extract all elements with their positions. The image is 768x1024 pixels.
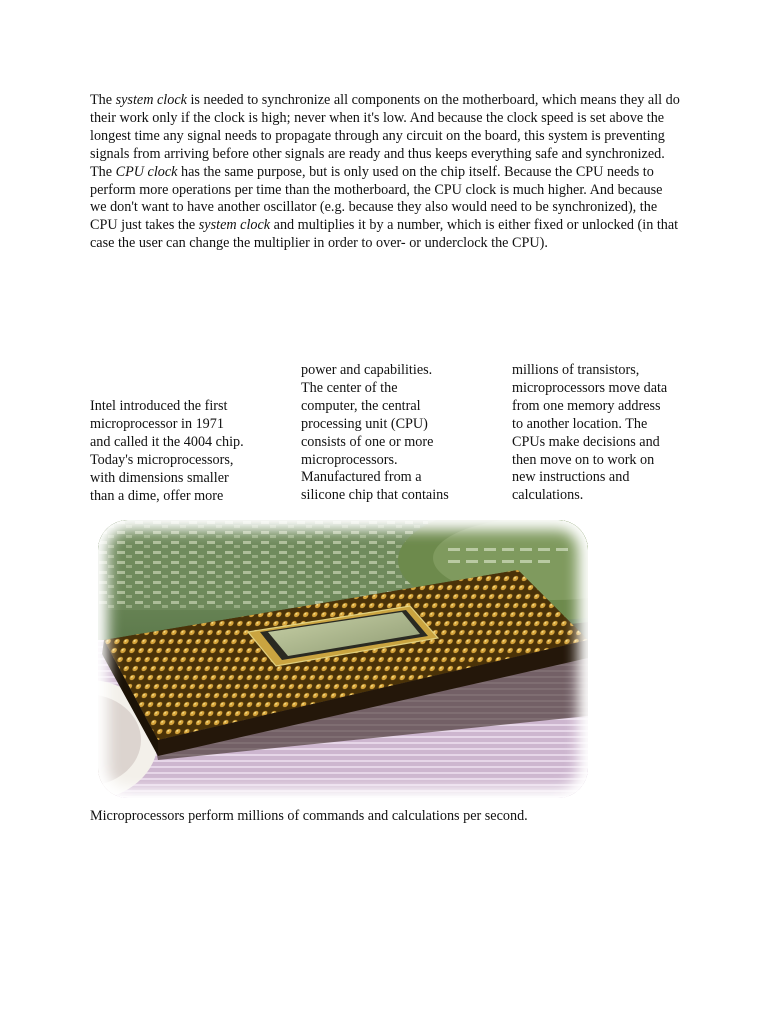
column-line: calculations. [512, 487, 584, 504]
intro-text-4: and multiplies it by a number, which is either fixed or unlocked (in that case the user can change the multiplier in order to over- or underclock the CPU). [90, 217, 679, 252]
intro-paragraph [90, 92, 680, 253]
column-line: CPUs make decisions and [512, 433, 660, 450]
text-column-3 [512, 362, 682, 505]
column-line: Intel introduced the first [90, 398, 228, 414]
cpu-chip-photo [98, 520, 588, 798]
intro-term-cpu-clock: CPU clock [115, 163, 178, 180]
column-line: millions of transistors, [512, 362, 640, 378]
column-line: power and capabilities. [301, 362, 433, 378]
column-line: from one memory address [512, 397, 661, 414]
column-line: with dimensions smaller [90, 469, 229, 486]
column-line: consists of one or more [301, 433, 434, 450]
column-line: than a dime, offer more [90, 487, 224, 504]
text-column-1 [90, 398, 260, 505]
column-line: processing unit (CPU) [301, 415, 428, 432]
cpu-chip-illustration [98, 520, 588, 798]
column-line: silicone chip that contains [301, 487, 449, 504]
column-line: computer, the central [301, 397, 421, 414]
column-line: to another location. The [512, 415, 648, 432]
intro-text-1: The [90, 92, 116, 108]
column-line: and called it the 4004 chip. [90, 433, 244, 450]
column-line: Today's microprocessors, [90, 451, 234, 468]
column-line: microprocessors move data [512, 379, 668, 396]
column-line: new instructions and [512, 469, 630, 486]
intro-term-system-clock-2: system clock [198, 217, 271, 234]
intro-text-3: has the same purpose, but is only used on the chip itself. Because the CPU needs to perform more operations per time than the motherboard, the CPU clock is much higher. And because we don't want to have another oscillator (e.g. because they also would need to be synchronized), the CPU just takes the [90, 163, 663, 234]
text-column-2 [301, 362, 471, 505]
column-line: then move on to work on [512, 451, 655, 468]
column-line: microprocessors. [301, 451, 398, 468]
column-line: microprocessor in 1971 [90, 415, 224, 432]
intro-text-2: is needed to synchronize all components on the motherboard, which means they all do their work only if the clock is high; never when it's low. And because the clock speed is set above the longest time any signal needs to propagate through any circuit on the board, this system is preventing signals from arriving before other signals are ready and thus keeps everything safe and synchronized. The [90, 92, 680, 180]
column-line: The center of the [301, 379, 398, 396]
photo-caption: Microprocessors perform millions of commands and calculations per second. [90, 808, 528, 824]
intro-term-system-clock: system clock [115, 92, 187, 108]
column-line: Manufactured from a [301, 469, 422, 486]
